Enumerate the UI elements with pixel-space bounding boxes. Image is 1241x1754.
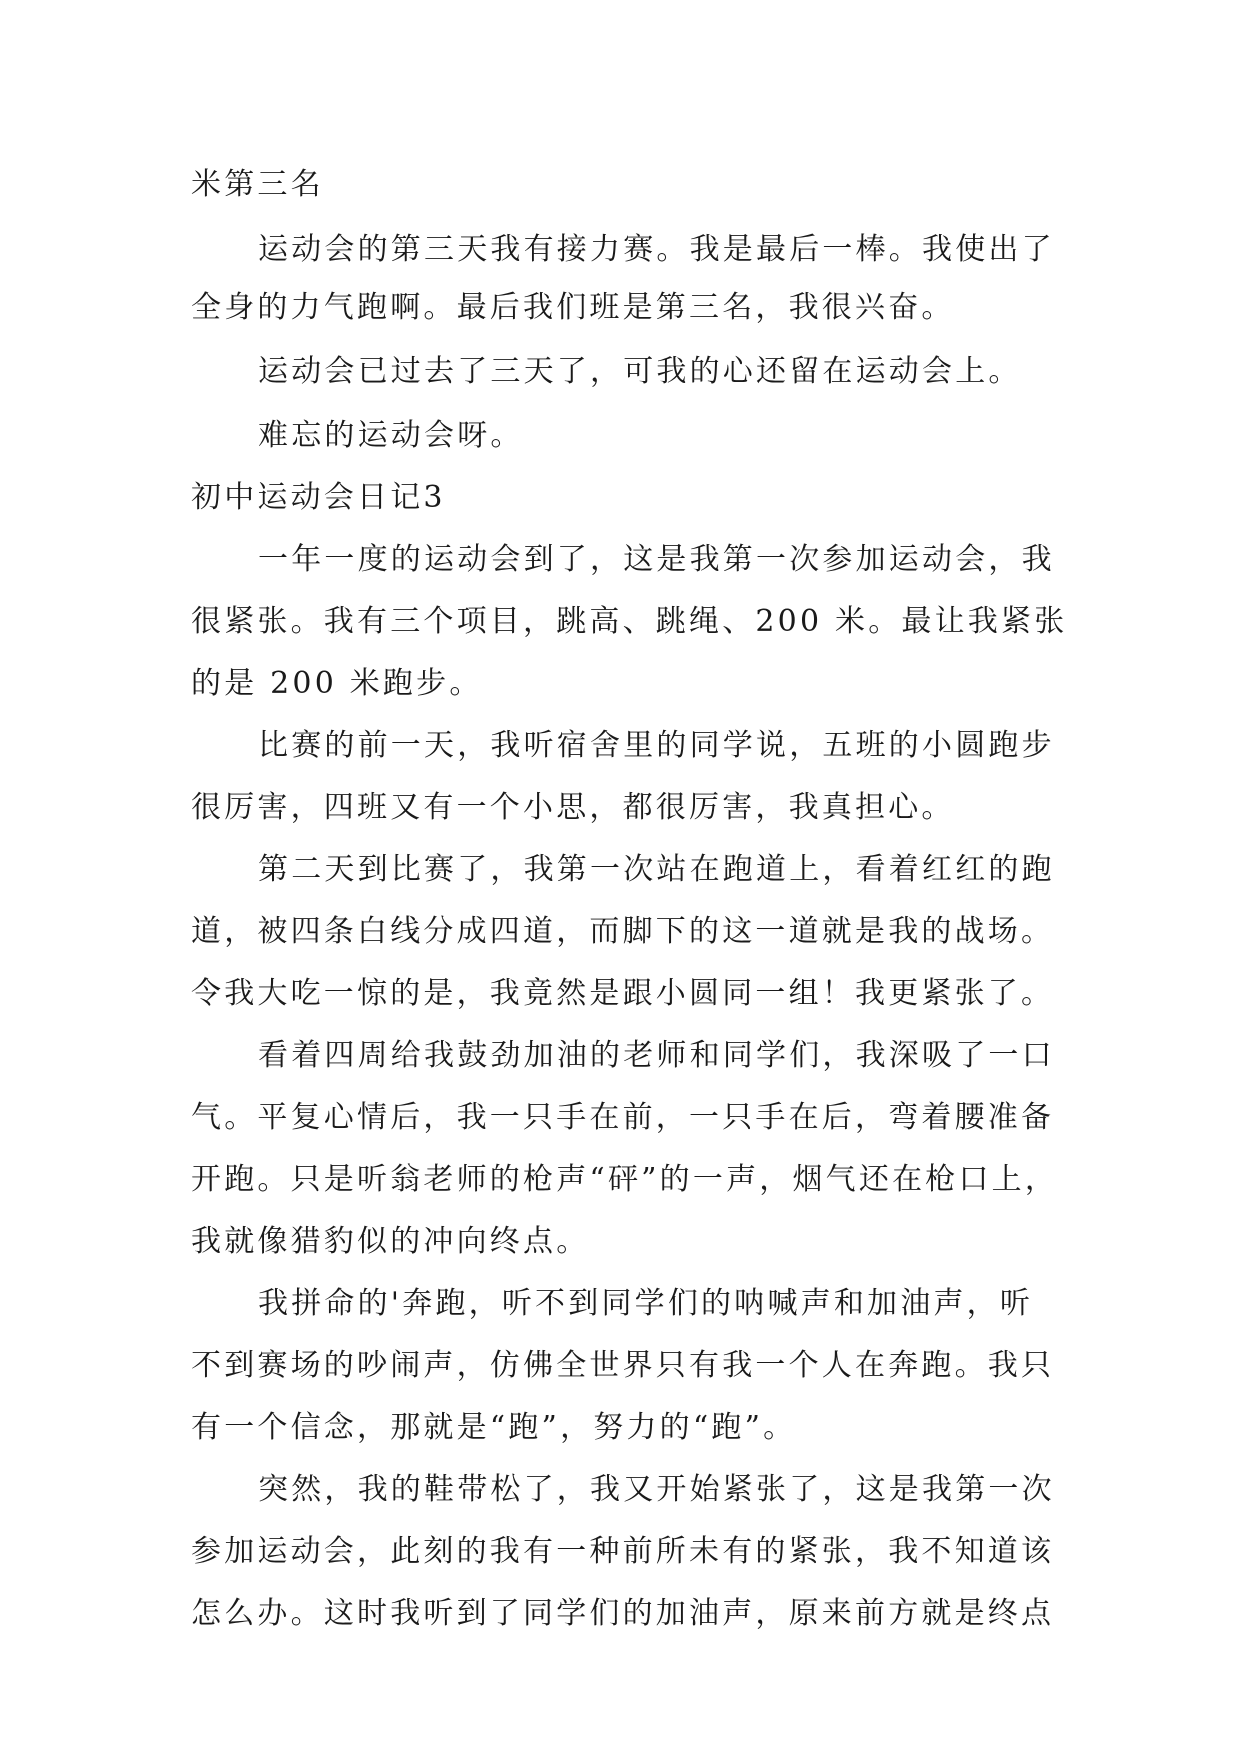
paragraph-line: 运动会的第三天我有接力赛。我是最后一棒。我使出了 <box>258 232 1055 267</box>
text-line: 全身的力气跑啊。最后我们班是第三名，我很兴奋。 <box>191 290 955 325</box>
paragraph-line: 一年一度的运动会到了，这是我第一次参加运动会，我 <box>258 542 1055 577</box>
paragraph-line: 看着四周给我鼓劲加油的老师和同学们，我深吸了一口 <box>258 1038 1055 1073</box>
text-line: 米第三名 <box>191 167 324 202</box>
text-line: 很厉害，四班又有一个小思，都很厉害，我真担心。 <box>191 790 955 825</box>
paragraph-line: 突然，我的鞋带松了，我又开始紧张了，这是我第一次 <box>258 1472 1055 1507</box>
paragraph-line: 比赛的前一天，我听宿舍里的同学说，五班的小圆跑步 <box>258 728 1055 763</box>
text-line: 不到赛场的吵闹声，仿佛全世界只有我一个人在奔跑。我只 <box>191 1348 1055 1383</box>
text-line: 道，被四条白线分成四道，而脚下的这一道就是我的战场。 <box>191 914 1055 949</box>
text-line: 很紧张。我有三个项目，跳高、跳绳、200 米。最让我紧张 <box>191 604 1068 639</box>
text-line: 的是 200 米跑步。 <box>191 666 483 701</box>
paragraph-line: 第二天到比赛了，我第一次站在跑道上，看着红红的跑 <box>258 852 1055 887</box>
paragraph-line: 运动会已过去了三天了，可我的心还留在运动会上。 <box>258 354 1022 389</box>
text-line: 令我大吃一惊的是，我竟然是跟小圆同一组！我更紧张了。 <box>191 976 1055 1011</box>
paragraph-line: 难忘的运动会呀。 <box>258 418 524 453</box>
text-line: 开跑。只是听翁老师的枪声“砰”的一声，烟气还在枪口上， <box>191 1162 1059 1197</box>
section-heading: 初中运动会日记3 <box>191 480 446 515</box>
text-line: 怎么办。这时我听到了同学们的加油声，原来前方就是终点 <box>191 1596 1055 1631</box>
text-line: 气。平复心情后，我一只手在前，一只手在后，弯着腰准备 <box>191 1100 1055 1135</box>
text-line: 我就像猎豹似的冲向终点。 <box>191 1224 590 1259</box>
paragraph-line: 我拼命的'奔跑，听不到同学们的呐喊声和加油声，听 <box>258 1286 1034 1321</box>
text-line: 有一个信念，那就是“跑”，努力的“跑”。 <box>191 1410 797 1445</box>
text-line: 参加运动会，此刻的我有一种前所未有的紧张，我不知道该 <box>191 1534 1055 1569</box>
